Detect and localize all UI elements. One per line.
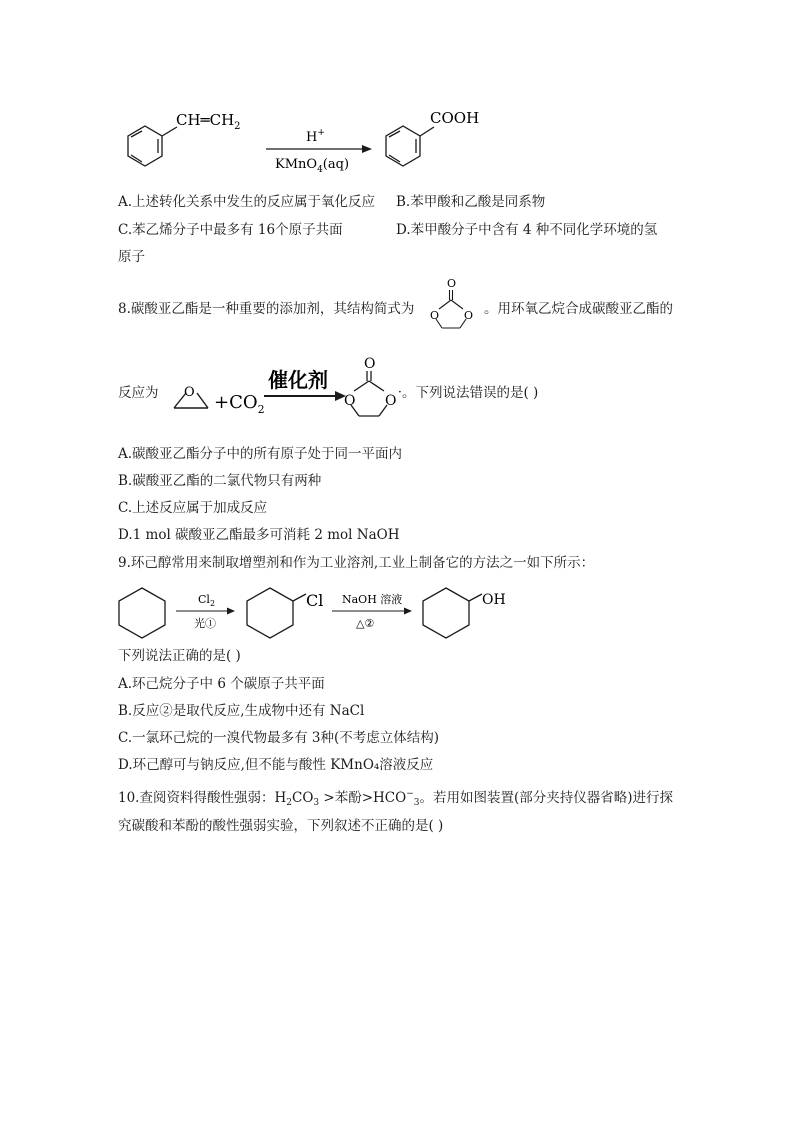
q8-intro-tail: 。用环氧乙烷合成碳酸亚乙酯的	[484, 301, 673, 317]
svg-text:O: O	[344, 393, 356, 409]
q7-option-d-continued: 原子	[118, 249, 145, 265]
plus-co2: $+CO_2$	[214, 392, 265, 416]
cooh-label: COOH	[430, 109, 480, 127]
chlorocyclohexane-ring	[247, 588, 293, 638]
q8-option-d: D.1 mol 碳酸亚乙酯最多可消耗 2 mol NaOH	[118, 527, 400, 543]
benzene-ring-benzoic-acid	[386, 126, 434, 166]
q8-reaction-tail: 。下列说法错误的是( )	[402, 385, 539, 401]
q9-option-c: C.一氯环己烷的一溴代物最多有 3种(不考虑立体结构)	[118, 730, 440, 746]
q8-option-a: A.碳酸亚乙酯分子中的所有原子处于同一平面内	[118, 446, 403, 462]
q9-arrow1-top: $Cl_2$	[198, 593, 216, 608]
q7-option-a: A.上述转化关系中发生的反应属于氧化反应	[118, 194, 376, 210]
q7-reagent-bottom: KMnO$_4$(aq)	[275, 157, 350, 175]
q7-option-c: C.苯乙烯分子中最多有 16个原子共面	[118, 222, 343, 238]
svg-text:O: O	[447, 277, 457, 290]
q9-arrow2-top: NaOH 溶液	[342, 593, 403, 606]
svg-text:O: O	[364, 356, 376, 372]
q8-reaction-scheme	[160, 350, 410, 420]
q9-arrow2-head	[404, 608, 412, 615]
q7-option-b: B.苯甲酸和乙酸是同系物	[396, 194, 546, 210]
svg-text:O: O	[184, 385, 195, 400]
q7-arrow-head	[362, 145, 372, 153]
q9-arrow2-bottom: △②	[356, 617, 375, 630]
svg-text:·: ·	[398, 385, 402, 399]
svg-text:O: O	[430, 309, 440, 322]
q9-option-b: B.反应②是取代反应,生成物中还有 NaCl	[118, 703, 365, 719]
q8-reaction-prefix: 反应为	[118, 385, 159, 401]
styrene-vinyl-label: $CH═CH_2$	[176, 111, 241, 132]
q9-reaction-scheme	[110, 580, 530, 644]
q9-question: 下列说法正确的是( )	[118, 648, 241, 664]
ethylene-carbonate-structure-small	[424, 274, 480, 334]
q8-option-b: B.碳酸亚乙酯的二氯代物只有两种	[118, 473, 322, 489]
q10-line2: 究碳酸和苯酚的酸性强弱实验，下列叙述不正确的是( )	[118, 818, 444, 834]
cl-label: Cl	[306, 591, 324, 610]
ethylene-carbonate-structure-large	[344, 356, 402, 416]
q10-line1: 10.查阅资料得酸性强弱：$H_2CO_3$ >苯酚$>HCO^-_3$。若用如图装置(部分夹持仪器省略)进行探	[118, 789, 674, 808]
cyclohexanol-ring	[423, 588, 469, 638]
catalyst-label: 催化剂	[268, 368, 328, 392]
benzene-ring-styrene	[128, 126, 177, 166]
q9-option-a: A.环己烷分子中 6 个碳原子共平面	[118, 676, 325, 692]
q9-intro: 9.环己醇常用来制取增塑剂和作为工业溶剂,工业上制备它的方法之一如下所示：	[118, 555, 595, 571]
cyclohexane-ring	[119, 588, 165, 638]
q9-arrow1-head	[227, 608, 235, 615]
q9-option-d: D.环己醇可与钠反应,但不能与酸性 KMnO₄溶液反应	[118, 757, 434, 773]
svg-text:O: O	[385, 393, 397, 409]
svg-text:O: O	[464, 309, 474, 322]
oh-label: OH	[482, 592, 506, 608]
q8-option-c: C.上述反应属于加成反应	[118, 500, 268, 516]
q9-arrow1-bottom: 光①	[194, 617, 216, 630]
q8-intro: 8.碳酸亚乙酯是一种重要的添加剂，其结构简式为	[118, 301, 415, 317]
q7-option-d: D.苯甲酸分子中含有 4 种不同化学环境的氢	[396, 222, 658, 238]
q7-reagent-top: H+	[306, 128, 325, 145]
q7-reaction-scheme	[0, 100, 794, 190]
